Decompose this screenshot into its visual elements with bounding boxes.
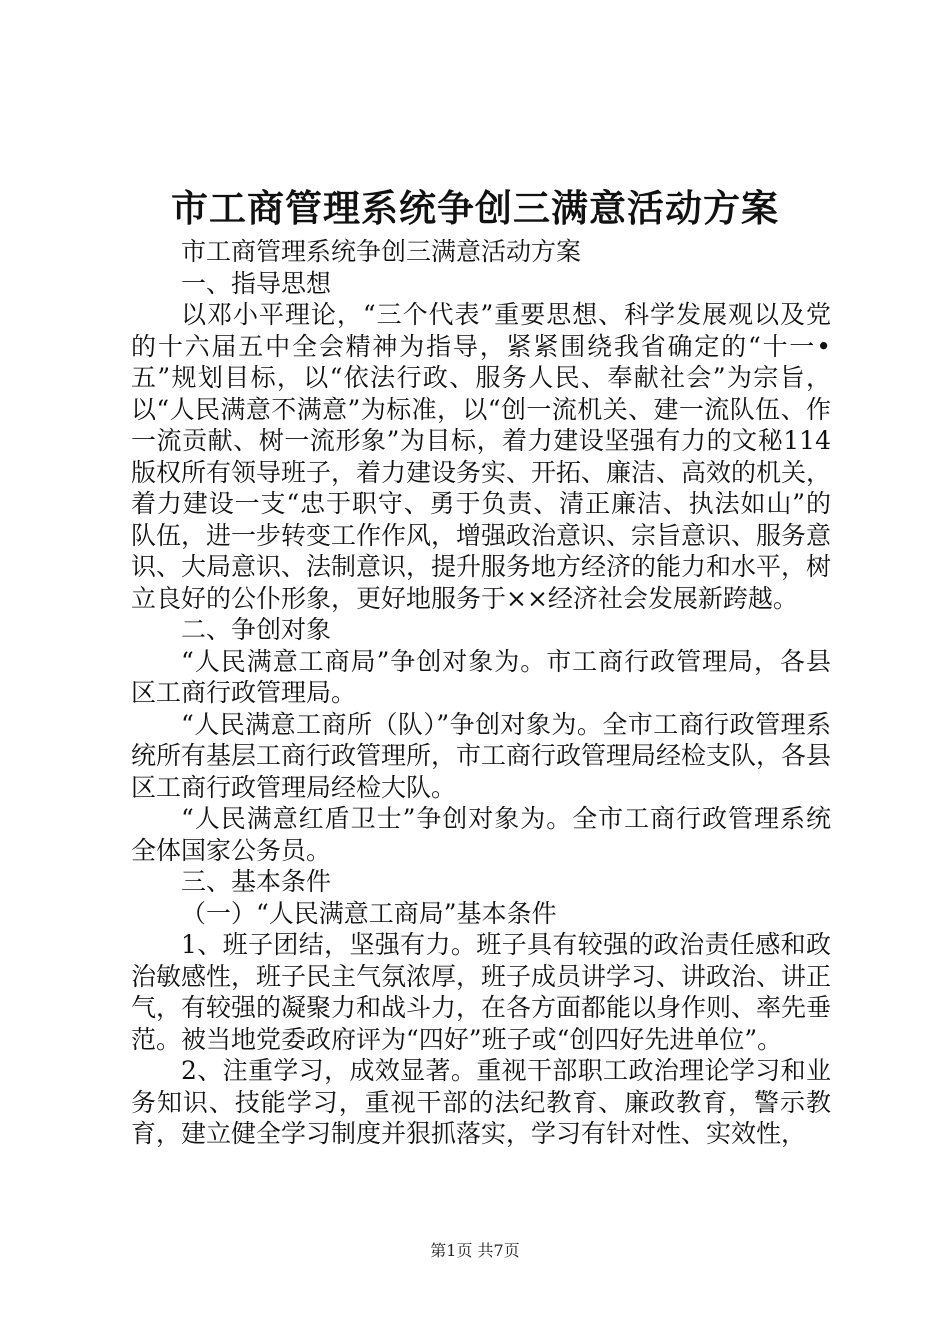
paragraph-guiding-ideology: 以邓小平理论，“三个代表”重要思想、科学发展观以及党的十六届五中全会精神为指导，紧紧围绕我省确定的“十一•五”规划目标，以“依法行政、服务人民、奉献社会”为宗旨，以“人民满意不满意”为标准，以“创一流机关、建一流队伍、作一流贡献、树一流形象”为目标，着力建设坚强有力的文秘114版权所有领导班子，着力建设务实、开拓、廉洁、高效的机关，着力建设一支“忠于职守、勇于负责、清正廉洁、执法如山”的队伍，进一步转变工作作风，增强政治意识、宗旨意识、服务意识、大局意识、法制意识，提升服务地方经济的能力和水平，树立良好的公仆形象，更好地服务于××经济社会发展新跨越。 [131,300,832,613]
paragraph-condition-1: 1、班子团结，坚强有力。班子具有较强的政治责任感和政治敏感性，班子民主气氛浓厚，班子成员讲学习、讲政治、讲正气，有较强的凝聚力和战斗力，在各方面都能以身作则、率先垂范。被当地党委政府评为“四好”班子或“创四好先进单位”。 [131,930,832,1054]
paragraph-target-station: “人民满意工商所（队）”争创对象为。全市工商行政管理系统所有基层工商行政管理所，市工商行政管理局经检支队，各县区工商行政管理局经检大队。 [131,709,832,802]
document-body [131,236,831,1150]
paragraph-subtitle: 市工商管理系统争创三满意活动方案 [181,237,582,266]
subsection-heading-bureau-conditions: （一）“人民满意工商局”基本条件 [181,898,557,928]
paragraph-condition-2: 2、注重学习，成效显著。重视干部职工政治理论学习和业务知识、技能学习，重视干部的法纪教育、廉政教育，警示教育，建立健全学习制度并狠抓落实，学习有针对性、实效性， [131,1056,831,1148]
paragraph-target-guard: “人民满意红盾卫士”争创对象为。全市工商行政管理系统全体国家公务员。 [131,804,831,865]
section-heading-basic-conditions: 三、基本条件 [181,867,332,896]
section-heading-targets: 二、争创对象 [181,615,332,644]
page-footer: 第1页 共7页 [430,1241,520,1260]
document-title: 市工商管理系统争创三满意活动方案 [171,186,779,230]
section-heading-guiding-ideology: 一、指导思想 [181,268,332,298]
paragraph-target-bureau: “人民满意工商局”争创对象为。市工商行政管理局，各县区工商行政管理局。 [131,646,831,707]
